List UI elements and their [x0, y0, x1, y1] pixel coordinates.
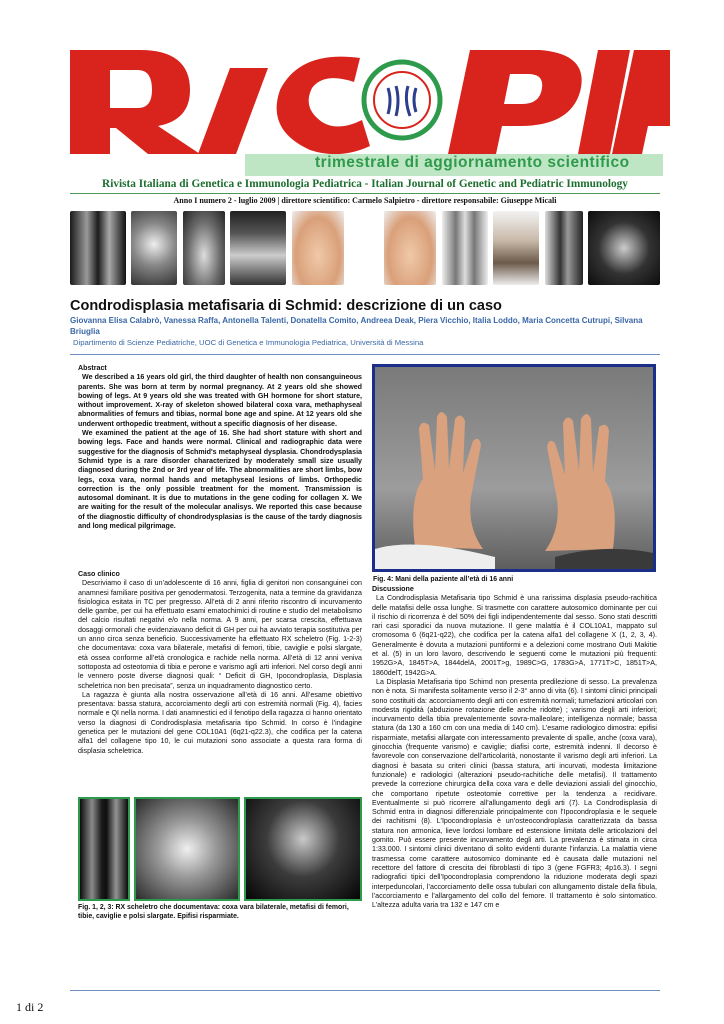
xray-joint-thumb	[183, 211, 225, 285]
case-heading: Caso clinico	[78, 570, 120, 578]
figure-1-2-3-panel	[78, 797, 362, 901]
divider	[70, 193, 660, 194]
case-paragraph: La ragazza è giunta alla nostra osservazione all’età di 16 anni. All’esame obiettivo presentava: bassa statura, accorciamento degli arti con estremità normali (Fig. 4), facies normale e QI nella norma. I dati anamnestici ed il fenotipo della ragazza ci hanno orientato verso la diagnosi di Condrodisplasia metafisaria tipo Schmid. In corso è l’indagine genetica per le mutazioni del gene COL10A1 (6q21-q22.3), che codifica per la catena alfa1 del collagene tipo 10, le cui mutazioni sono associate a questa rara forma di displasia scheletrica.	[78, 690, 362, 755]
journal-title: Rivista Italiana di Genetica e Immunologia Pediatrica - Italian Journal of Genetic and Pediatric Immunology	[102, 178, 628, 190]
abstract-paragraph: We examined the patient at the age of 16. She had short stature with short and bowing legs. Face and hands were normal. Clinical and radiographic data were suggestive for the diagnosis of Schmid's metaphyseal dysplasia. Chondrodysplasia Schmid type is a rare disorder characterized by moderately small size usually diagnosed during the 2nd or 3rd year of life. The abnormalities are short limbs, bow legs, coxa vara, normal hands and metaphyseal lesions of limbs. Orthopedic correction is the only possible treatment for the moment. Transmission is autosomal dominant. It is due to mutations in the gene coding for collagen X. We are waiting for the result of the molecular analisys. We reported this case because of the diagnostic difficulty of chondrodysplasias is the cause of the tardy diagnosis and long medical pilgrimage.	[78, 429, 362, 531]
divider	[70, 354, 660, 355]
xray-pelvis-image	[244, 797, 362, 901]
hand-photo-right-thumb	[384, 211, 436, 285]
xray-spine-thumb	[545, 211, 583, 285]
journal-tagline: trimestrale di aggiornamento scientifico	[315, 154, 630, 171]
xray-legs-image	[78, 797, 130, 901]
abstract-section	[78, 364, 362, 531]
xray-pelvis-thumb	[588, 211, 660, 285]
abstract-heading: Abstract	[78, 364, 107, 372]
discussion-paragraph: La Displasia Metafisaria tipo Schimd non presenta predilezione di sesso. La prevalenza non è nota. Si manifesta solitamente verso il 2-3° anno di vita (6). I sintomi clinici principali sono costituiti da: accorciamento degli arti con estremità normali; tumefazioni articolari con modesta rigidità (abduzione rotazione delle anche ridotte) ; varismo degli arti inferiori; incurvamento della tibia prevalentemente sovra-malleolare; intelligenza normale; bassa statura (da 130 a 160 cm con una media di 140 cm). L’esame radiologico dimostra: epifisi risparmiate, metafisi allargate con interessamento prevalente di spalle, anche (coxa vara), ginocchia (frequente varismo) e caviglie; diafisi corte, estremità indenni. Il decorso è favorevole con conservazione dell’articolarità, nonostante il varismo degli arti inferiori. La diagnosi è basata su criteri clinici (bassa statura, arti incurvati, modesta limitazione funzionale) e radiologici (alterazioni pseudo-rachitiche delle metafisi). Il trattamento prevede la correzione chirurgica della coxa vara e delle deviazioni assiali del ginocchio, che comportano ripetute osteotomie correttive per la tendenza a recidivare. Eventualmente si può ricorrere all’allungamento degli arti (7). La Condrodisplasia di Schmid entra in diagnosi differenziale principalmente con l’Ipocondroplasia e le sequele dei rachitismi (8). L’Ipocondroplasia è un’osteocondroplasia caratterizzata da bassa statura non armonica, lieve lordosi lombare ed estensione limitata delle articolazioni del gomito. Può essere presente incurvamento degli arti. La prevalenza è stimata in circa 1:33.000. I sintomi clinici diventano di solito evidenti durante l’infanzia. La malattia viene trasmessa come carattere autosomico dominante ed è causata dalle mutazioni nel recettore del fattore di crescita dei fibroblasti di tipo 3 (gene FGFR3; 4p16.3). I segni radiografici tipici dell’Ipocondroplasia comprendono la riduzione moderata degli spazi interpeduncolari, l’accorciamento delle ossa tubulari con allungamento distale della fibula, l’accorciamento e l’allargamento del collo del femore. Il trattamento è solo sintomatico. L’altezza adulta varia tra 132 e 147 cm e	[372, 677, 657, 910]
figure-4-hands-photo	[372, 364, 656, 572]
discussion-paragraph: La Condrodisplasia Metafisaria tipo Schmid è una rarissima displasia pseudo-rachitica delle matafisi delle ossa lunghe. Si trasmette con carattere autosomico dominante per cui il rischio di ricorrenza è del 50% dei figli indipendentemente dal sesso. Sono stati descritti rari casi sporadici da nuova mutazione. Il gene malattia è il COL10A1, mappato sul cromosoma 6 (6q21-q22), che codifica per la catena alfa1 del collagene X (1, 2, 3, 4). Generalmente è dovuta a mutazioni puntiformi e a delezioni come mostrano Outi Makitie et al. (5) in un loro lavoro, descrivendo le seguenti come le mutazioni più frequenti: 1952G>A, 1845T>A, 1844delA, 2001T>g, 1989C>G, 1783G>A, 1771T>C, 1851T>A, 1860delT, 1942G>A.	[372, 594, 657, 677]
hands-illustration	[375, 367, 653, 569]
discussion-heading: Discussione	[372, 585, 414, 593]
affiliation: Dipartimento di Scienze Pediatriche, UOC di Genetica e Immunologia Pediatrica, Università di Messina	[73, 338, 424, 347]
article-title: Condrodisplasia metafisaria di Schmid: descrizione di un caso	[70, 298, 502, 314]
xray-hand-thumb	[230, 211, 286, 285]
discussion-section	[372, 585, 657, 910]
page-number: 1 di 2	[16, 1000, 44, 1014]
hand-photo-left-thumb	[292, 211, 344, 285]
author-list: Giovanna Elisa Calabrò, Vanessa Raffa, Antonella Talenti, Donatella Comito, Andreea Deak, Piera Vicchio, Italia Loddo, Maria Concetta Cutrupi, Silvana Briuglia	[70, 316, 643, 336]
case-section	[78, 570, 362, 756]
figure-1-2-3-caption: Fig. 1, 2, 3: RX scheletro che documentava: coxa vara bilaterale, metafisi di femori, tibie, caviglie e polsi slargate. Epifisi risparmiate.	[78, 904, 349, 920]
divider	[70, 990, 660, 991]
xray-tibia-thumb	[442, 211, 488, 285]
xray-knee-image	[134, 797, 240, 901]
ricip-logo	[70, 50, 670, 160]
xray-knee-thumb	[131, 211, 177, 285]
figure-4-caption: Fig. 4: Mani della paziente all’età di 16 anni	[373, 576, 514, 583]
issue-line: Anno I numero 2 - luglio 2009 | direttore scientifico: Carmelo Salpietro - direttore responsabile: Giuseppe Micali	[173, 196, 557, 205]
xray-ankle-thumb	[493, 211, 539, 285]
xray-legs-thumb	[70, 211, 126, 285]
case-paragraph: Descriviamo il caso di un’adolescente di 16 anni, figlia di genitori non consanguinei con anamnesi familiare positiva per genodermatosi. Terzogenita, nata a termine da gravidanza fisiologica esitata in TC per pregresso. All’età di 2 anni riferito riscontro di incurvamento delle gambe, per cui ha effettuato esami ematochimici di routine e studio del metabolismo del calcio risultati negativi e/o nella norma. A 9 anni, per scarsa crescita, effettuava dosaggi ormonali che evidenziavano deficit di GH per cui ha avviato terapia sostitutiva per un anno circa senza beneficio. Successivamente ha effettuato RX scheletro (Fig. 1-2-3) che documentava: coxa vara bilaterale, metafisi di femori, tibie, caviglie e polsi slargate, età ossea conforme all’età cronologica e rachide nella norma. All’età di 12 anni veniva sottoposta ad osteotomia di tibia e perone e varismo agli arti inferiori. Nel corso degli anni le vennero poste diverse diagnosi quali: “ Deficit di GH, Ipocondroplasia, Displasia scheletrica non ben precisata”, senza un inquadramento diagnostico certo.	[78, 579, 362, 690]
abstract-paragraph: We described a 16 years old girl, the third daughter of health non consanguineous parents. She was born at term by normal pregnancy. At 2 years old she showed bowing of legs. At 9 years old she was treated with GH hormone for short stature, without improvement. X-ray of skeleton showed bilateral coxa vara, methaphyseal abnormalities of femurs and tibias, normal bone age and spine. At 12 years old she underwent orthopedic treatment, without a specific diagnosis of her disease.	[78, 373, 362, 428]
